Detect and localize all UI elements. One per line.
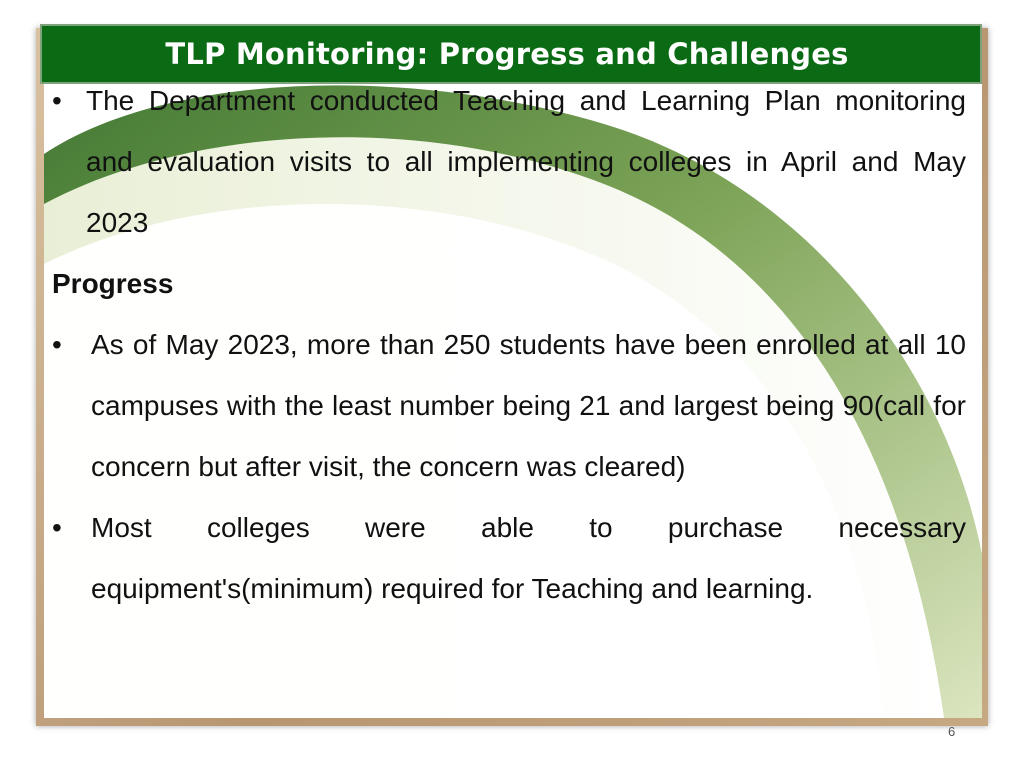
page-number: 6 bbox=[948, 724, 956, 739]
progress-bullet-equipment bbox=[52, 497, 966, 619]
progress-heading: Progress bbox=[52, 268, 174, 299]
progress-bullet-enrollment bbox=[52, 314, 966, 497]
bullet-icon: • bbox=[52, 329, 62, 360]
progress-bullet-text: Most colleges were able to purchase necessary equipment's(minimum) required for Teaching and learning. bbox=[91, 512, 966, 604]
slide-content bbox=[52, 70, 966, 619]
intro-bullet-text: The Department conducted Teaching and Learning Plan monitoring and evaluation visits to all implementing colleges in April and May 2023 bbox=[86, 85, 966, 238]
intro-bullet bbox=[52, 70, 966, 253]
slide-title: TLP Monitoring: Progress and Challenges bbox=[165, 37, 849, 71]
bullet-icon: • bbox=[52, 512, 62, 543]
progress-bullet-text: As of May 2023, more than 250 students have been enrolled at all 10 campuses with the least number being 21 and largest being 90(call for concern but after visit, the concern was cleared) bbox=[91, 329, 966, 482]
bullet-icon: • bbox=[52, 85, 62, 116]
